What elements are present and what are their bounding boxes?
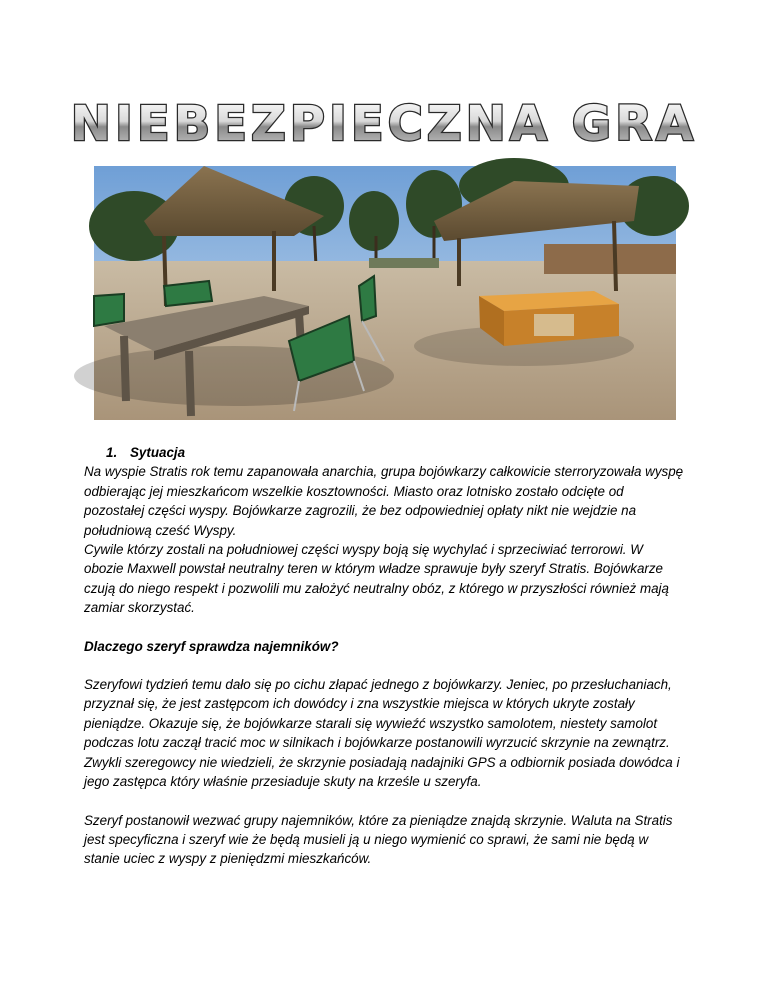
svg-text:NIEBEZPIECZNA GRA: NIEBEZPIECZNA GRA	[70, 96, 698, 152]
document-body	[84, 443, 684, 869]
subsection-title: Dlaczego szeryf sprawdza najemników?	[84, 638, 339, 654]
paragraph: Szeryfowi tydzień temu dało się po cichu złapać jednego z bojówkarzy. Jeniec, po przesłuchaniach, przyznał się, że jest zastępcom ich dowódcy i zna wszystkie miejsca w których ukryte zostały pieniądze. Okazuje się, że bojówkarze starali się wywieźć wszystko samolotem, niestety samolot podczas lotu zaczął tracić moc w silnikach i bojówkarze postanowili wyrzucić skrzynie na zewnątrz.	[84, 677, 672, 751]
paragraph: Na wyspie Stratis rok temu zapanowała anarchia, grupa bojówkarzy całkowicie sterroryzowała wyspę odbierając jej mieszkańcom wszelkie kosztowności. Miasto oraz lotnisko zostało odcięte od pozostałej części wyspy. Bojówkarze zagrozili, że bez odpowiedniej opłaty nikt nie wejdzie na południową cześć Wyspy.	[84, 464, 684, 538]
title-logo	[70, 96, 698, 152]
section-heading	[84, 443, 684, 462]
camp-scene-image	[94, 166, 676, 420]
title-banner	[70, 96, 698, 152]
section-title: Sytuacja	[130, 445, 186, 460]
paragraph: Cywile którzy zostali na południowej części wyspy boją się wychylać i sprzeciwiać terrorowi. W obozie Maxwell powstał neutralny teren w którym władze sprawuje były szeryf Stratis. Bojówkarze czują do niego respekt i pozwolili mu założyć neutralny obóz, z którego w przyszłości również mają zamiar skorzystać.	[84, 542, 669, 616]
tropical-camp-scene-icon	[94, 166, 676, 420]
paragraph: Zwykli szeregowcy nie wiedzieli, że skrzynie posiadają nadajniki GPS a odbiornik posiada dowódca i jego zastępca który właśnie przesiaduje skuty na krześle u szeryfa.	[84, 754, 680, 790]
section-number: 1.	[106, 445, 118, 460]
paragraph: Szeryf postanowił wezwać grupy najemników, które za pieniądze znajdą skrzynie. Waluta na Stratis jest specyficzna i szeryf wie że będą musieli ją u niego wymienić co sprawi, że sami nie będą w stanie uciec z wyspy z pieniędzmi mieszkańców.	[84, 812, 673, 867]
